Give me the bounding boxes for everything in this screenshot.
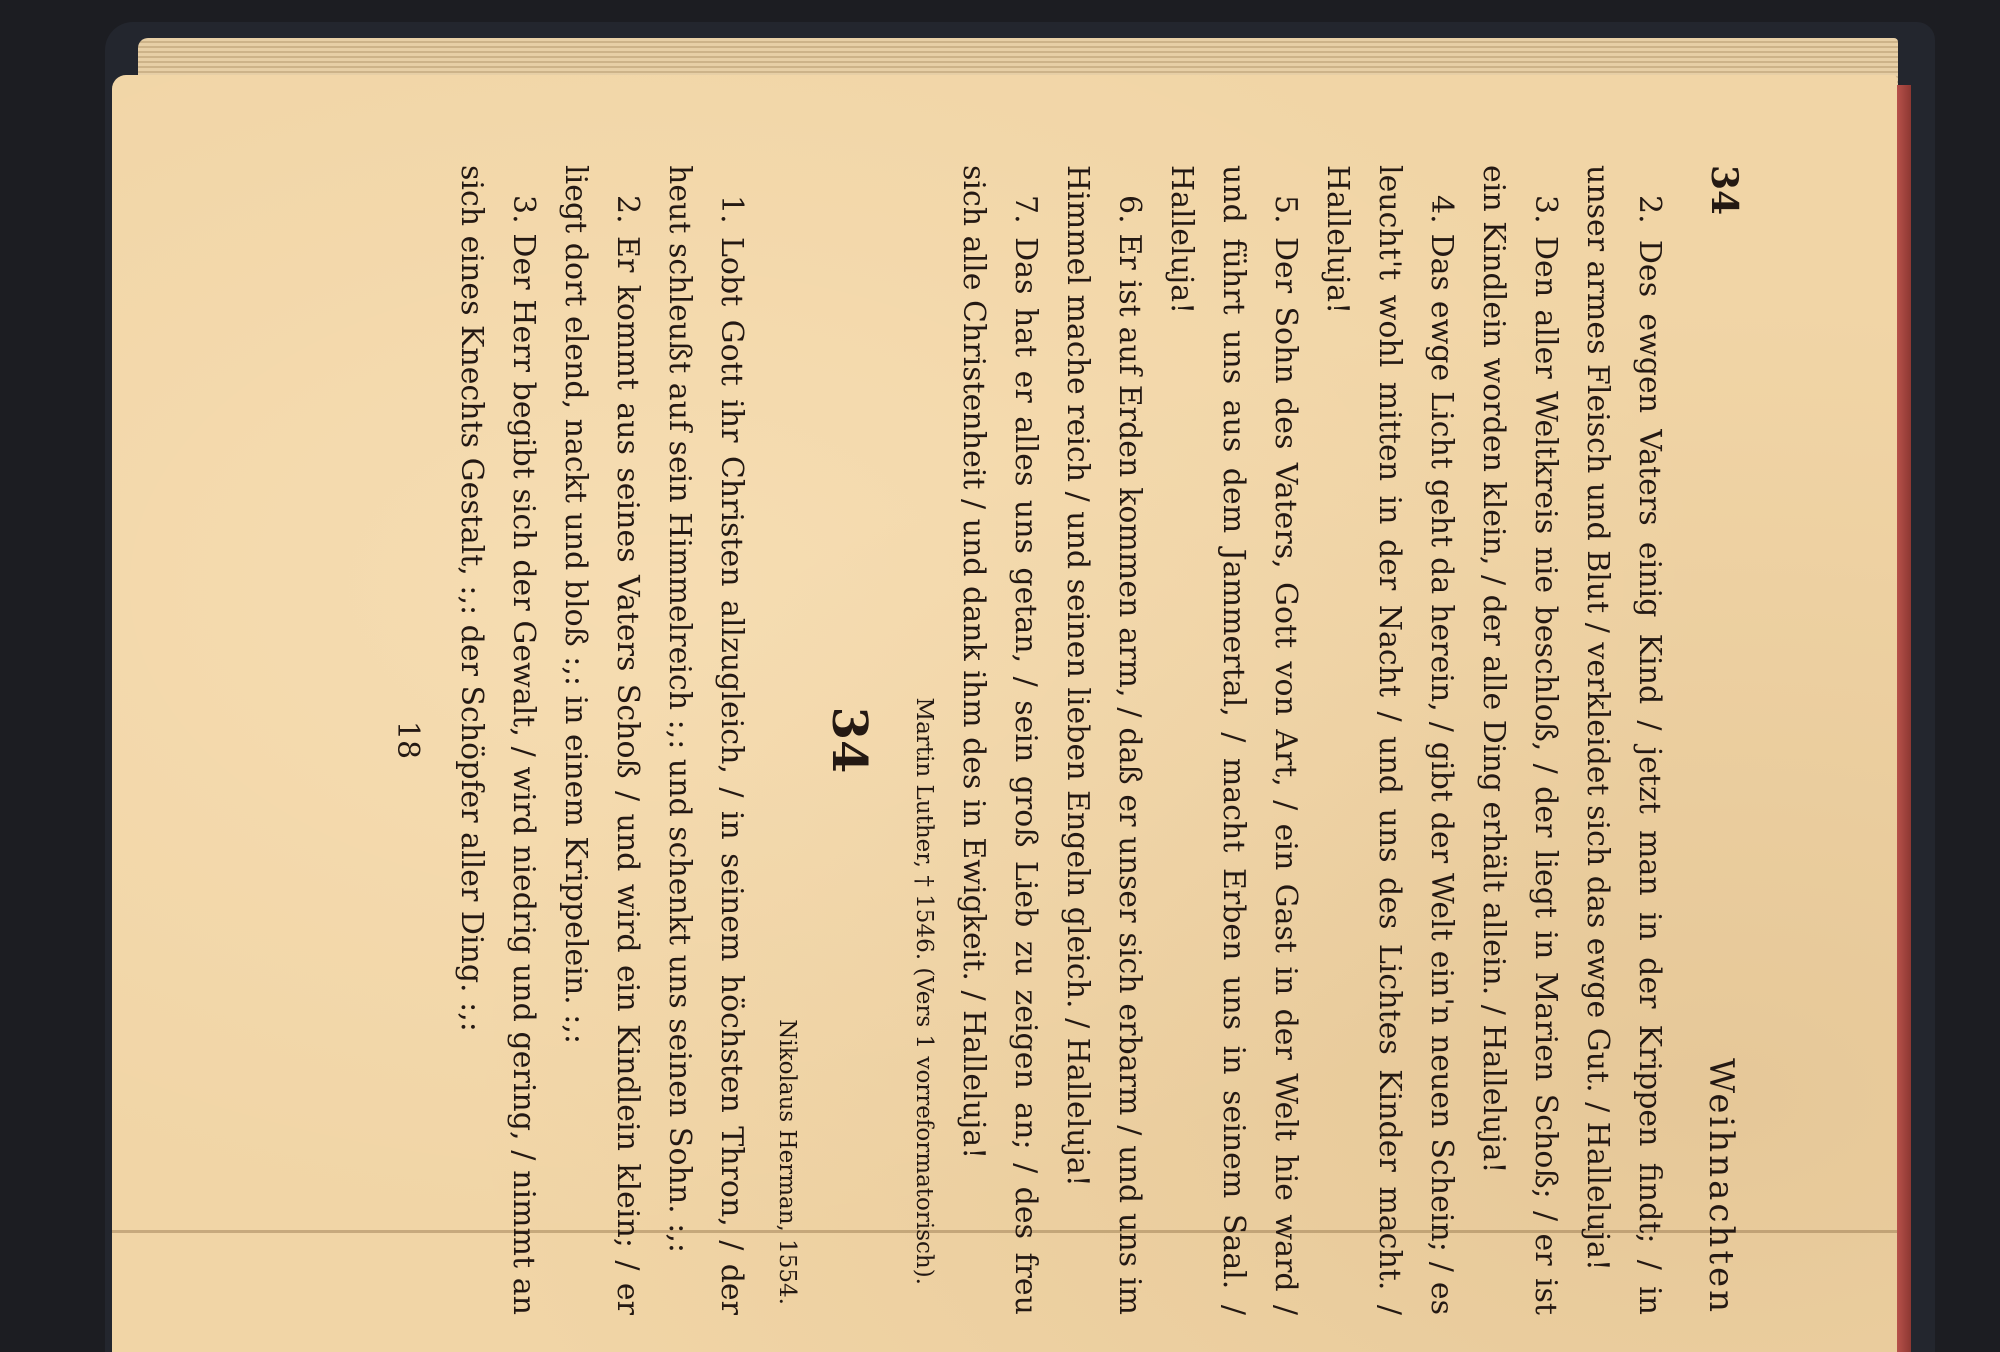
hymn34-stanza-2: 2. Er kommt aus seines Vaters Schoß / und wird ein Kindlein klein; / er liegt dort elend, nackt und bloß :,: in einem Krippelein. :,: [558,165,645,1315]
red-page-edge [1897,85,1911,1352]
stanza-6: 6. Er ist auf Erden kommen arm, / daß er unser sich erbarm / und uns im Himmel mache reich / und seinen lieben Engeln gleich. / Halleluja! [1060,165,1147,1315]
hymn34-stanza-3: 3. Der Herr begibt sich der Gewalt, / wird niedrig und gering, / nimmt an sich eines Knechts Gestalt, :,: der Schöpfer aller Ding. :,: [454,165,541,1315]
hymn-number: 34 [821,706,877,774]
attribution-luther: Martin Luther, † 1546. (Vers 1 vorreformatorisch). [911,697,937,1285]
stanza-7: 7. Das hat er alles uns getan, / sein groß Lieb zu zeigen an; / des freu sich alle Christenheit / und dank ihm des in Ewigkeit. / Halleluja! [956,165,1043,1315]
stanza-2: 2. Des ewgen Vaters einig Kind / jetzt man in der Krippen findt; / in unser armes Fleisch und Blut / verkleidet sich das ewge Gut. / Halleluja! [1580,165,1667,1315]
running-head: Weihnachten [1701,1058,1741,1315]
page-number: 34 [1703,165,1745,216]
rotated-page-text [387,165,1745,1315]
sheet-number: 18 [390,720,425,760]
stanza-4: 4. Das ewge Licht geht da herein, / gibt der Welt ein'n neuen Schein; / es leucht't wohl mitten in der Nacht / und uns des Lichtes Kinder macht. / Halleluja! [1320,165,1459,1315]
hymn34-stanza-1: 1. Lobt Gott ihr Christen allzugleich, / in seinem höchsten Thron, / der heut schleußt auf sein Himmelreich :,: und schenkt uns seinen Sohn. :,: [662,165,749,1315]
attribution-herman: Nikolaus Herman, 1554. [774,1019,800,1305]
stanza-3: 3. Den aller Weltkreis nie beschloß, / der liegt in Marien Schoß; / er ist ein Kindlein worden klein, / der alle Ding erhält allein. / Halleluja! [1476,165,1563,1315]
stanza-5: 5. Der Sohn des Vaters, Gott von Art, / ein Gast in der Welt hie ward / und führt uns aus dem Jammertal, / macht Erben uns in seinem Saal. / Halleluja! [1164,165,1303,1315]
page-header [1675,165,1745,1315]
